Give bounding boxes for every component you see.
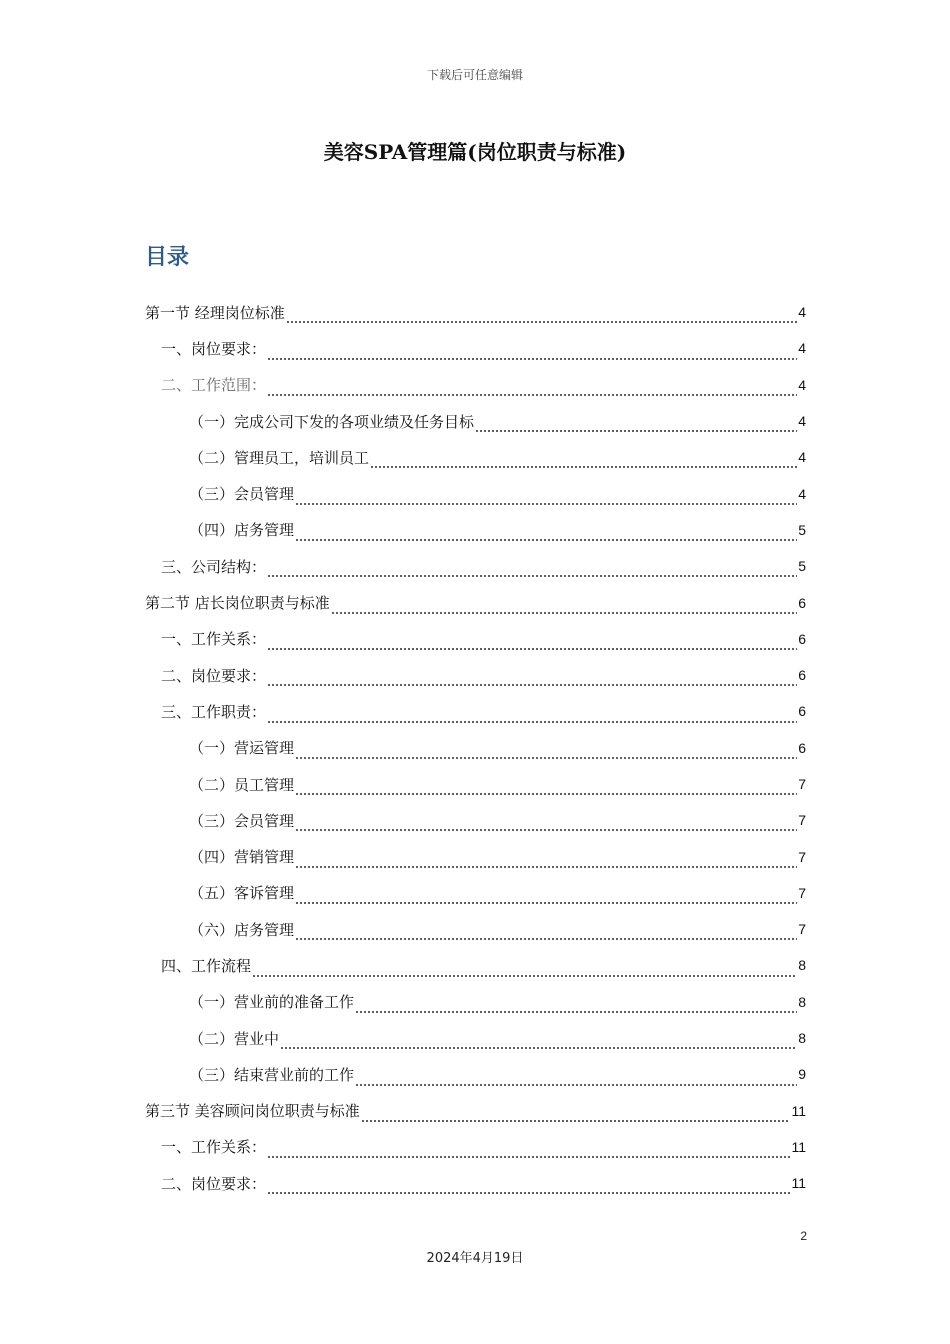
toc-dot-leader	[280, 1035, 797, 1050]
toc-entry[interactable]	[145, 475, 806, 511]
toc-entry-page: 6	[798, 667, 806, 684]
footer-date: 2024年4月19日	[426, 1251, 524, 1266]
toc-entry-page: 9	[798, 1066, 806, 1083]
toc-entry[interactable]	[145, 294, 806, 330]
toc-entry-page: 8	[798, 1030, 806, 1047]
toc-entry[interactable]	[145, 439, 806, 475]
toc-entry-page: 7	[798, 812, 806, 829]
toc-entry-text: 二、岗位要求：	[161, 1174, 267, 1193]
page-number: 2	[800, 1229, 807, 1243]
toc-dot-leader	[361, 1108, 791, 1123]
toc-dot-leader	[295, 854, 797, 869]
toc-entry[interactable]	[145, 657, 806, 693]
toc-dot-leader	[252, 963, 797, 978]
toc-entry-page: 7	[798, 848, 806, 865]
table-of-contents	[145, 294, 806, 1201]
toc-entry[interactable]	[145, 1165, 806, 1201]
toc-entry-page: 6	[798, 594, 806, 611]
toc-dot-leader	[267, 709, 797, 724]
toc-entry[interactable]	[145, 1020, 806, 1056]
toc-entry-text: （二）管理员工，培训员工	[189, 448, 370, 467]
toc-dot-leader	[355, 999, 797, 1014]
toc-entry-page: 4	[798, 413, 806, 430]
toc-dot-leader	[286, 309, 797, 324]
toc-entry[interactable]	[145, 766, 806, 802]
toc-dot-leader	[267, 382, 797, 397]
toc-dot-leader	[475, 418, 797, 433]
toc-entry-text: 二、岗位要求：	[161, 666, 267, 685]
toc-entry[interactable]	[145, 403, 806, 439]
toc-entry-page: 4	[798, 485, 806, 502]
toc-entry[interactable]	[145, 947, 806, 983]
toc-entry-text: 三、公司结构：	[161, 557, 267, 576]
toc-dot-leader	[295, 491, 797, 506]
toc-entry[interactable]	[145, 693, 806, 729]
toc-dot-leader	[295, 527, 797, 542]
toc-entry-text: 四、工作流程	[161, 956, 252, 975]
toc-entry-page: 5	[798, 521, 806, 538]
toc-dot-leader	[267, 563, 797, 578]
toc-entry[interactable]	[145, 730, 806, 766]
toc-entry[interactable]	[145, 367, 806, 403]
toc-entry-text: 一、岗位要求：	[161, 339, 267, 358]
toc-entry-text: （四）店务管理	[189, 521, 295, 540]
toc-entry-text: （四）营销管理	[189, 848, 295, 867]
toc-entry-page: 6	[798, 739, 806, 756]
toc-heading: 目录	[145, 245, 190, 270]
toc-dot-leader	[267, 346, 797, 361]
toc-dot-leader	[267, 1180, 790, 1195]
toc-entry-page: 11	[791, 1175, 806, 1192]
toc-entry-page: 5	[798, 558, 806, 575]
toc-entry-text: （二）营业中	[189, 1029, 280, 1048]
toc-entry-page: 4	[798, 449, 806, 466]
toc-entry-page: 4	[798, 376, 806, 393]
toc-dot-leader	[295, 781, 797, 796]
toc-entry-text: （一）营运管理	[189, 739, 295, 758]
toc-entry-text: 一、工作关系：	[161, 1138, 267, 1157]
toc-entry-text: （三）结束营业前的工作	[189, 1065, 355, 1084]
toc-entry[interactable]	[145, 1056, 806, 1092]
toc-entry-page: 7	[798, 776, 806, 792]
toc-entry[interactable]	[145, 330, 806, 366]
toc-entry-text: 第二节 店长岗位职责与标准	[145, 594, 330, 613]
toc-entry-text: 一、工作关系：	[161, 630, 267, 649]
toc-entry-page: 6	[798, 703, 806, 720]
toc-entry[interactable]	[145, 802, 806, 838]
toc-entry[interactable]	[145, 911, 806, 947]
toc-dot-leader	[267, 1144, 790, 1159]
toc-entry-text: （六）店务管理	[189, 920, 295, 939]
toc-entry-page: 4	[798, 340, 806, 357]
toc-entry-page: 7	[798, 884, 806, 901]
header-note: 下载后可任意编辑	[426, 68, 523, 82]
toc-entry-page: 7	[798, 921, 806, 938]
toc-entry[interactable]	[145, 838, 806, 874]
toc-dot-leader	[355, 1072, 797, 1087]
toc-entry-text: 三、工作职责：	[161, 702, 267, 721]
toc-entry[interactable]	[145, 512, 806, 548]
toc-entry-page: 8	[798, 993, 806, 1010]
toc-entry[interactable]	[145, 548, 806, 584]
document-title: 美容SPA管理篇(岗位职责与标准)	[323, 140, 627, 164]
toc-entry-text: 第三节 美容顾问岗位职责与标准	[145, 1102, 360, 1121]
toc-entry-page: 11	[791, 1102, 806, 1119]
toc-entry-text: （一）营业前的准备工作	[189, 993, 355, 1012]
toc-entry-text: 第一节 经理岗位标准	[145, 303, 285, 322]
toc-entry-text: （二）员工管理	[189, 775, 295, 794]
toc-entry[interactable]	[145, 1129, 806, 1165]
toc-dot-leader	[295, 890, 797, 905]
toc-entry-text: （一）完成公司下发的各项业绩及任务目标	[189, 412, 475, 431]
toc-dot-leader	[295, 926, 797, 941]
toc-entry-page: 4	[798, 304, 806, 321]
toc-entry[interactable]	[145, 621, 806, 657]
toc-entry-text: （五）客诉管理	[189, 884, 295, 903]
toc-entry[interactable]	[145, 1093, 806, 1129]
toc-entry-page: 8	[798, 957, 806, 974]
toc-entry[interactable]	[145, 984, 806, 1020]
toc-entry-page: 11	[791, 1138, 806, 1155]
toc-entry[interactable]	[145, 584, 806, 620]
toc-dot-leader	[295, 817, 797, 832]
toc-dot-leader	[267, 672, 797, 687]
toc-entry[interactable]	[145, 875, 806, 911]
toc-dot-leader	[295, 745, 797, 760]
toc-entry-text: （三）会员管理	[189, 485, 295, 504]
toc-dot-leader	[331, 600, 797, 615]
toc-entry-text: （三）会员管理	[189, 811, 295, 830]
toc-entry-page: 6	[798, 630, 806, 647]
toc-entry-text: 二、工作范围：	[161, 376, 267, 395]
toc-dot-leader	[267, 636, 797, 651]
toc-dot-leader	[370, 454, 797, 469]
